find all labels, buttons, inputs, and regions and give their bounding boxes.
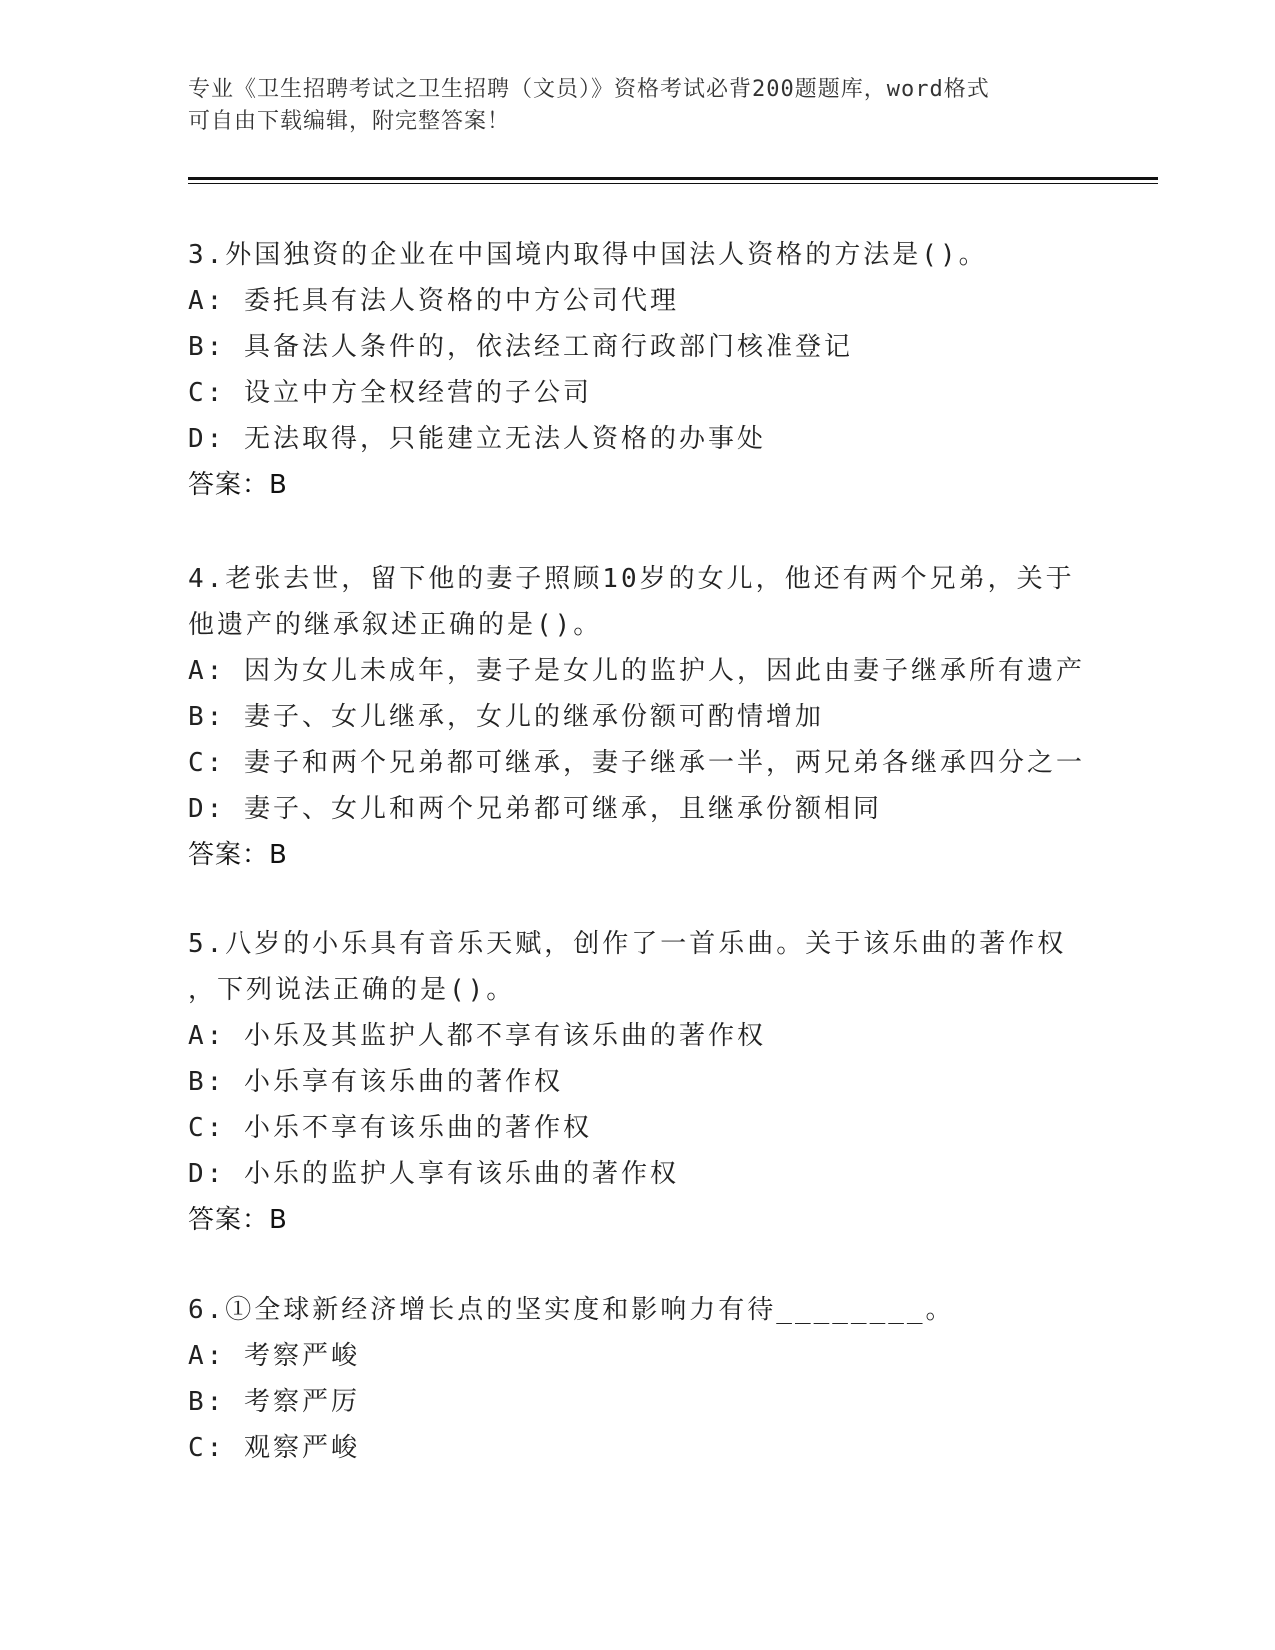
option-c: C: 设立中方全权经营的子公司 [188,378,592,408]
option-b: B: 小乐享有该乐曲的著作权 [188,1067,563,1097]
answer: 答案：B [188,470,288,500]
header-line-1: 专业《卫生招聘考试之卫生招聘（文员）》资格考试必背200题题库，word格式 [188,77,990,102]
question-stem: 3.外国独资的企业在中国境内取得中国法人资格的方法是()。 [188,240,988,270]
header-divider-thin [188,183,1158,184]
option-c: C: 观察严峻 [188,1433,360,1463]
option-d: D: 妻子、女儿和两个兄弟都可继承，且继承份额相同 [188,794,882,824]
question-stem-line-2: ，下列说法正确的是()。 [188,975,516,1005]
header-line-2: 可自由下载编辑，附完整答案！ [188,109,511,134]
question-5 [188,921,1088,1243]
question-stem-line-2: 他遗产的继承叙述正确的是()。 [188,610,603,640]
option-d: D: 小乐的监护人享有该乐曲的著作权 [188,1159,679,1189]
question-stem-line-1: 4.老张去世，留下他的妻子照顾10岁的女儿，他还有两个兄弟，关于 [188,564,1075,594]
option-c: C: 妻子和两个兄弟都可继承，妻子继承一半，两兄弟各继承四分之一 [188,748,1085,778]
answer: 答案：B [188,840,288,870]
answer: 答案：B [188,1205,288,1235]
option-b: B: 具备法人条件的，依法经工商行政部门核准登记 [188,332,853,362]
question-stem: 6.①全球新经济增长点的坚实度和影响力有待________。 [188,1295,955,1325]
option-a: A: 因为女儿未成年，妻子是女儿的监护人，因此由妻子继承所有遗产 [188,656,1085,686]
question-stem-line-1: 5.八岁的小乐具有音乐天赋，创作了一首乐曲。关于该乐曲的著作权 [188,929,1067,959]
option-a: A: 考察严峻 [188,1341,360,1371]
document-header [188,74,1068,138]
question-4 [188,556,1088,878]
header-divider-thick [188,177,1158,180]
question-6 [188,1287,1088,1471]
option-c: C: 小乐不享有该乐曲的著作权 [188,1113,592,1143]
question-3 [188,232,1088,508]
option-d: D: 无法取得，只能建立无法人资格的办事处 [188,424,766,454]
option-a: A: 委托具有法人资格的中方公司代理 [188,286,679,316]
option-a: A: 小乐及其监护人都不享有该乐曲的著作权 [188,1021,766,1051]
option-b: B: 妻子、女儿继承，女儿的继承份额可酌情增加 [188,702,824,732]
option-b: B: 考察严厉 [188,1387,360,1417]
